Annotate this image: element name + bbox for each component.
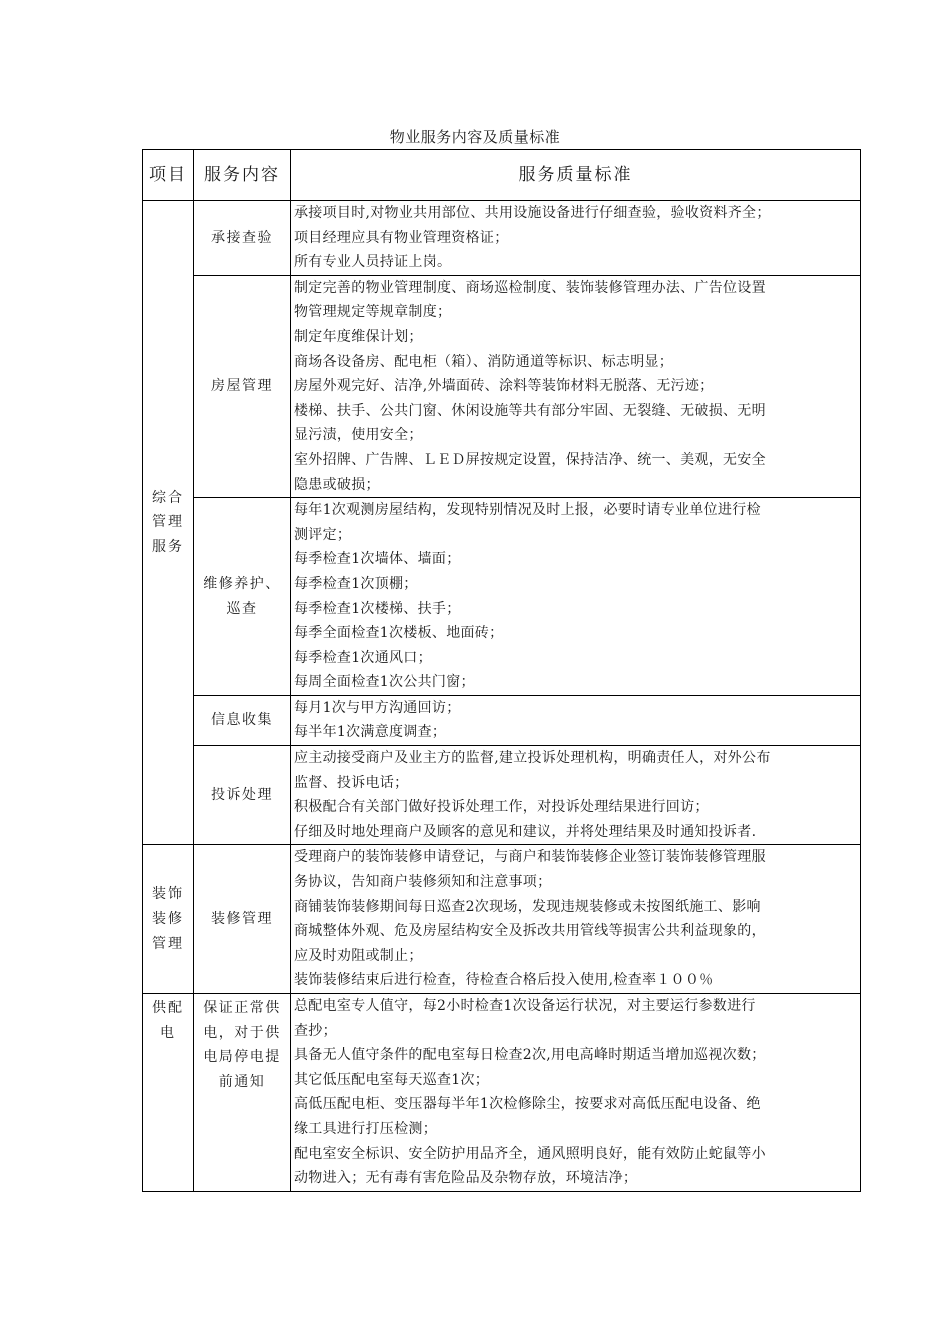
standard-line: 查抄； (294, 1022, 337, 1039)
standard-line: 所有专业人员持证上岗。 (294, 254, 452, 271)
table-row (143, 201, 861, 276)
table-header-row (143, 150, 861, 201)
standard-line: 项目经理应具有物业管理资格证； (294, 229, 509, 246)
standard-line: 物管理规定等规章制度； (294, 304, 452, 321)
category-cell: 综合管理服务 (143, 201, 194, 845)
standard-line: 每季检查1次顶棚； (294, 575, 418, 592)
standard-line: 积极配合有关部门做好投诉处理工作，对投诉处理结果进行回访； (294, 799, 709, 816)
table-row (143, 845, 861, 994)
standard-cell (291, 695, 861, 745)
header-standard: 服务质量标准 (291, 150, 861, 201)
standard-cell (291, 201, 861, 276)
service-cell: 投诉处理 (194, 746, 291, 845)
service-cell: 装修管理 (194, 845, 291, 994)
standard-line: 配电室安全标识、安全防护用品齐全，通风照明良好，能有效防止蛇鼠等小 (294, 1145, 766, 1162)
standard-line: 每周全面检查1次公共门窗； (294, 674, 475, 691)
standard-line: 受理商户的装饰装修申请登记，与商户和装饰装修企业签订装饰装修管理服 (294, 849, 766, 866)
service-cell: 房屋管理 (194, 275, 291, 497)
standard-line: 楼梯、扶手、公共门窗、休闲设施等共有部分牢固、无裂缝、无破损、无明 (294, 402, 766, 419)
service-standards-table (142, 149, 861, 1192)
standard-line: 应及时劝阻或制止； (294, 947, 423, 964)
table-row (143, 994, 861, 1192)
standard-line: 每季检查1次墙体、墙面； (294, 551, 461, 568)
standard-line: 高低压配电柜、变压器每半年1次检修除尘，按要求对高低压配电设备、绝 (294, 1096, 761, 1113)
standard-cell (291, 845, 861, 994)
table-row (143, 695, 861, 745)
standard-line: 室外招牌、广告牌、ＬＥＤ屏按规定设置，保持洁净、统一、美观，无安全 (294, 451, 766, 468)
standard-line: 制定年度维保计划； (294, 328, 423, 345)
service-cell: 承接查验 (194, 201, 291, 276)
service-cell: 维修养护、巡查 (194, 498, 291, 696)
standard-line: 每季检查1次楼梯、扶手； (294, 600, 461, 617)
category-cell: 装饰装修管理 (143, 845, 194, 994)
standard-line: 装饰装修结束后进行检查，待检查合格后投入使用,检查率１００％ (294, 972, 714, 989)
standard-cell (291, 275, 861, 497)
standard-line: 缘工具进行打压检测； (294, 1120, 437, 1137)
standard-line: 每季全面检查1次楼板、地面砖； (294, 625, 504, 642)
service-cell: 信息收集 (194, 695, 291, 745)
standard-line: 应主动接受商户及业主方的监督,建立投诉处理机构，明确责任人，对外公布 (294, 750, 771, 767)
standard-line: 其它低压配电室每天巡查1次； (294, 1071, 490, 1088)
standard-line: 承接项目时,对物业共用部位、共用设施设备进行仔细查验，验收资料齐全； (294, 205, 771, 221)
standard-line: 每季检查1次通风口； (294, 649, 432, 666)
standard-cell (291, 498, 861, 696)
standard-line: 每月1次与甲方沟通回访； (294, 699, 461, 716)
table-row (143, 746, 861, 845)
standard-line: 商铺装饰装修期间每日巡查2次现场，发现违规装修或未按图纸施工、影响 (294, 898, 761, 915)
table-row (143, 275, 861, 497)
standard-line: 具备无人值守条件的配电室每日检查2次,用电高峰时期适当增加巡视次数； (294, 1047, 766, 1064)
standard-line: 总配电室专人值守，每2小时检查1次设备运行状况，对主要运行参数进行 (294, 998, 756, 1014)
table-row (143, 498, 861, 696)
category-cell: 供配电 (143, 994, 194, 1192)
standard-line: 隐患或破损； (294, 476, 380, 493)
standard-line: 仔细及时地处理商户及顾客的意见和建议，并将处理结果及时通知投诉者. (294, 823, 757, 840)
standard-line: 测评定； (294, 526, 352, 543)
standard-line: 每年1次观测房屋结构，发现特别情况及时上报，必要时请专业单位进行检 (294, 502, 761, 519)
header-item: 项目 (143, 150, 194, 201)
standard-line: 制定完善的物业管理制度、商场巡检制度、装饰装修管理办法、广告位设置 (294, 279, 766, 296)
standard-line: 商城整体外观、危及房屋结构安全及拆改共用管线等损害公共利益现象的， (294, 923, 766, 940)
standard-line: 房屋外观完好、洁净,外墙面砖、涂料等装饰材料无脱落、无污迹； (294, 378, 714, 395)
page-title: 物业服务内容及质量标准 (389, 128, 561, 146)
standard-cell (291, 994, 861, 1192)
service-cell: 保证正常供电，对于供电局停电提前通知 (194, 994, 291, 1192)
standard-line: 务协议，告知商户装修须知和注意事项； (294, 874, 552, 891)
standard-line: 监督、投诉电话； (294, 774, 409, 791)
standard-line: 每半年1次满意度调查； (294, 724, 447, 741)
standard-line: 商场各设备房、配电柜（箱）、消防通道等标识、标志明显； (294, 353, 674, 370)
standard-line: 动物进入；无有毒有害危险品及杂物存放，环境洁净； (294, 1170, 638, 1187)
standard-line: 显污渍，使用安全； (294, 427, 423, 444)
standard-cell (291, 746, 861, 845)
header-content: 服务内容 (194, 150, 291, 201)
